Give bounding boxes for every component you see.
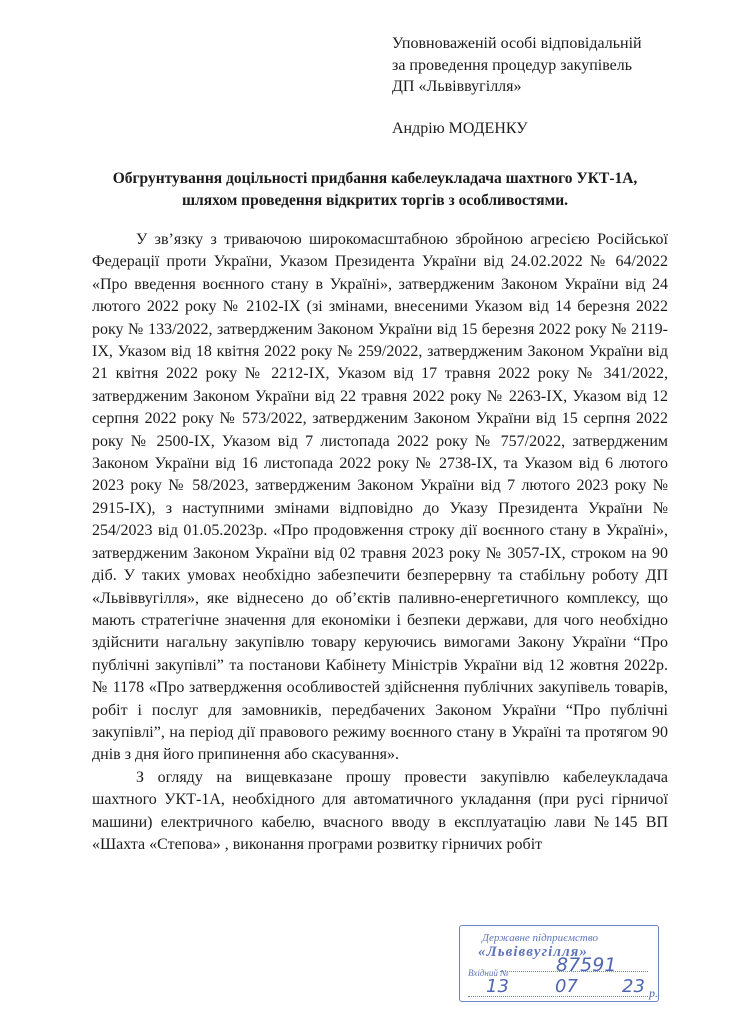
addressee-line-1: Уповноваженій особі відповідальній: [392, 35, 642, 52]
body-paragraph-2: З огляду на вищевказане прошу провести закупівлю кабелеукладача шахтного УКТ-1А, необхідного для автоматичного укладання (при русі гірничої машини) електричного кабелю, вчасного вводу в експлуатацію лави №145 ВП «Шахта «Степова» , виконання програми розвитку гірничих робіт: [92, 768, 668, 853]
stamp-header: Державне підприємство: [482, 932, 598, 944]
recipient-name: Андрію МОДЕНКУ: [392, 120, 528, 137]
addressee-line-3: ДП «Львіввугілля»: [392, 78, 522, 95]
addressee-block: [392, 33, 642, 98]
stamp-year: 23: [622, 976, 645, 997]
body-paragraph-1: У зв’язку з триваючою широкомасштабною збройною агресією Російської Федерації проти України, Указом Президента України від 24.02.2022 № 64/2022 «Про введення воєнного стану в Україні», затвердженим Законом України від 24 лютого 2022 року № 2102-IX (зі змінами, внесеними Указом від 14 березня 2022 року № 133/2022, затвердженим Законом України від 15 березня 2022 року № 2119-IX, Указом від 18 квітня 2022 року № 259/2022, затвердженим Законом України від 21 квітня 2022 року № 2212-IX, Указом від 17 травня 2022 року № 341/2022, затвердженим Законом України від 22 травня 2022 року № 2263-IX, Указом від 12 серпня 2022 року № 573/2022, затвердженим Законом України від 15 серпня 2022 року № 2500-IX, Указом від 7 листопада 2022 року № 757/2022, затвердженим Законом України від 16 листопада 2022 року № 2738-IX, та Указом від 6 лютого 2023 року № 58/2023, затвердженим Законом України від 7 лютого 2023 року № 2915-IX), з наступними змінами відповідно до Указу Президента України № 254/2023 від 01.05.2023р. «Про продовження строку дії воєнного стану в Україні», затвердженим Законом України від 02 травня 2023 року № 3057-IX, строком на 90 діб. У таких умовах необхідно забезпечити безперервну та стабільну роботу ДП «Львіввугілля», яке віднесено до об’єктів паливно-енергетичного комплексу, що мають стратегічне значення для економіки і безпеки держави, для чого необхідно здійснити нагальну закупівлю товару керуючись вимогами Закону України “Про публічні закупівлі” та постанови Кабінету Міністрів України від 12 жовтня 2022р. № 1178 «Про затвердження особливостей здійснення публічних закупівель товарів, робіт і послуг для замовників, передбачених Законом України “Про публічні закупівлі”, на період дії правового режиму воєнного стану в Україні та протягом 90 днів з дня його припинення або скасування».: [92, 231, 668, 764]
title-line-1: Обгрунтування доцільності придбання кабелеукладача шахтного УКТ-1А,: [112, 170, 638, 187]
stamp-reg-label: Вхідний №: [468, 968, 509, 978]
stamp-month: 07: [555, 976, 578, 997]
stamp-company: «Львіввугілля»: [478, 944, 588, 960]
document-title: [80, 168, 670, 212]
stamp-year-suffix: р.: [649, 986, 658, 1000]
registration-stamp: [459, 925, 659, 1002]
document-body: [92, 229, 668, 856]
stamp-reg-number: 87591: [556, 954, 617, 976]
stamp-day: 13: [486, 976, 509, 997]
addressee-line-2: за проведення процедур закупівель: [392, 56, 633, 74]
title-line-2: шляхом проведення відкритих торгів з особливостями.: [181, 192, 569, 209]
